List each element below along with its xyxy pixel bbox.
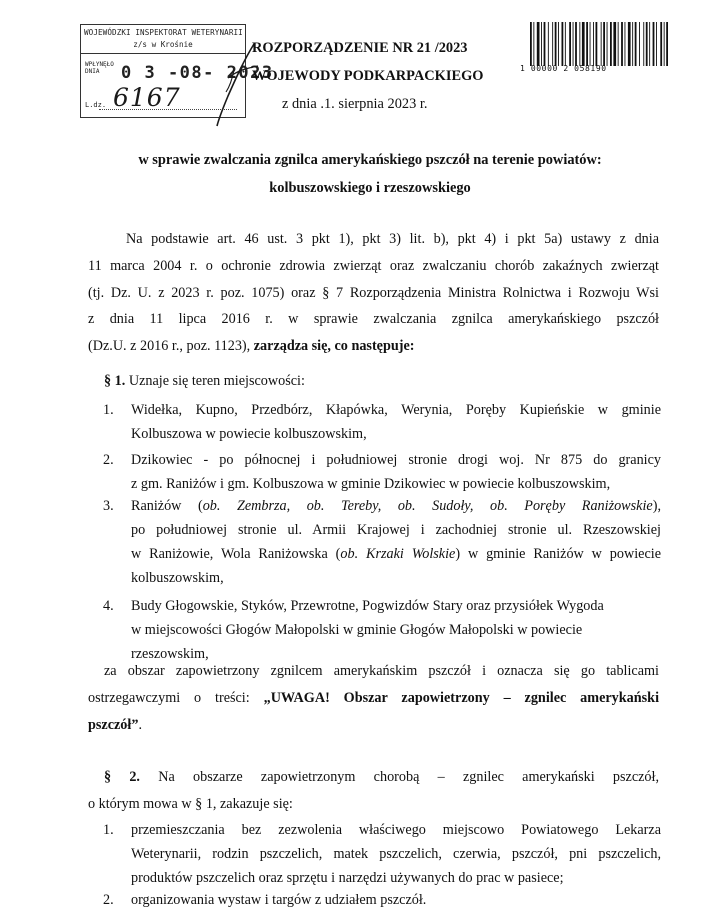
section-1-closing	[88, 658, 659, 738]
section-2-line: o którym mowa w § 1, zakazuje się:	[88, 795, 293, 812]
section-2-number: § 2.	[104, 769, 140, 785]
list-item-line: Budy Głogowskie, Styków, Przewrotne, Pogwizdów Stary oraz przysiółek Wygoda	[131, 598, 604, 614]
list-item-line: w miejscowości Głogów Małopolski w gminie Głogów Małopolski w powiecie	[131, 622, 583, 638]
list-item-line: organizowania wystaw i targów z udziałem pszczół.	[131, 892, 427, 908]
document-title: ROZPORZĄDZENIE NR 21 /2023	[252, 40, 468, 56]
stamp-location: z/s w Krośnie	[133, 40, 193, 49]
stamp-registration-number: 6167	[113, 83, 181, 112]
intro-decree-phrase: zarządza się, co następuje:	[253, 338, 415, 355]
section-2	[88, 764, 659, 818]
section-2-line: § 2. Na obszarze zapowietrzonym chorobą – zgnilec amerykański pszczół,	[104, 769, 659, 785]
intro-line: 11 marca 2004 r. o ochronie zdrowia zwierząt oraz zwalczaniu chorób zakaźnych zwierząt	[88, 257, 659, 274]
list-item-number: 2.	[103, 892, 114, 908]
barcode-icon	[528, 22, 670, 66]
legal-basis-paragraph	[88, 226, 659, 360]
document-date: z dnia .1. sierpnia 2023 r.	[282, 96, 428, 112]
section-1-list	[103, 398, 663, 662]
list-item-line: rzeszowskim,	[131, 646, 209, 662]
closing-line: pszczół”.	[88, 716, 142, 733]
subject-line-1: w sprawie zwalczania zgnilca amerykańskiego pszczół na terenie powiatów:	[138, 152, 602, 168]
barcode-number: 1 00000 2 058190	[520, 64, 607, 73]
list-item-number: 3.	[103, 498, 114, 514]
list-item-number: 2.	[103, 452, 114, 468]
intro-line: z dnia 11 lipca 2016 r. w sprawie zwalczania zgnilca amerykańskiego pszczół	[88, 311, 659, 328]
list-item-line: Kolbuszowa w powiecie kolbuszowskim,	[131, 426, 367, 442]
list-item-line: Raniżów (ob. Zembrza, ob. Tereby, ob. Sudoły, ob. Poręby Raniżowskie),	[131, 498, 661, 514]
stamp-institution: WOJEWÓDZKI INSPEKTORAT WETERYNARII	[84, 28, 243, 37]
list-item-line: przemieszczania bez zezwolenia właściwego miejscowo Powiatowego Lekarza	[131, 822, 661, 838]
intro-line: Na podstawie art. 46 ust. 3 pkt 1), pkt 3) lit. b), pkt 4) i pkt 5a) ustawy z dnia	[126, 231, 659, 247]
section-1-number: § 1.	[104, 373, 126, 389]
list-item-line: Widełka, Kupno, Przedbórz, Kłapówka, Werynia, Poręby Kupieńskie w gminie	[131, 402, 661, 418]
closing-line: za obszar zapowietrzony zgnilcem amerykańskim pszczół i oznacza się go tablicami	[104, 663, 659, 679]
list-item-number: 1.	[103, 822, 114, 838]
list-item-number: 4.	[103, 598, 114, 614]
document-subject	[90, 146, 650, 202]
section-1-intro: Uznaje się teren miejscowości:	[128, 373, 305, 389]
section-2-list	[103, 818, 663, 910]
list-item-line: w Raniżowie, Wola Raniżowska (ob. Krzaki Wolskie) w gminie Raniżów w powiecie	[131, 546, 661, 562]
stamp-date: 0 3 -08- 2023	[121, 63, 274, 83]
list-item-line: Weterynarii, rodzin pszczelich, matek pszczelich, czerwia, pszczół, pni pszczelich,	[131, 846, 661, 862]
list-item-line: Dzikowiec - po północnej i południowej stronie drogi woj. Nr 875 do granicy	[131, 452, 661, 468]
list-item-line: kolbuszowskim,	[131, 570, 224, 586]
list-item-line: produktów pszczelich oraz sprzętu i narzędzi używanych do prac w pasiece;	[131, 870, 564, 886]
section-1-heading	[104, 373, 305, 390]
list-item-line: z gm. Raniżów i gm. Kolbuszowa w gminie Dzikowiec w powiecie kolbuszowskim,	[131, 476, 611, 492]
list-item-number: 1.	[103, 402, 114, 418]
closing-line: ostrzegawczymi o treści: „UWAGA! Obszar zapowietrzony – zgnilec amerykański	[88, 689, 659, 706]
subject-line-2: kolbuszowskiego i rzeszowskiego	[269, 180, 471, 196]
document-issuer: WOJEWODY PODKARPACKIEGO	[252, 68, 484, 84]
intro-line: (tj. Dz. U. z 2023 r. poz. 1075) oraz § 7 Rozporządzenia Ministra Rolnictwa i Rozwoju Wsi	[88, 284, 659, 301]
list-item-line: po południowej stronie ul. Armii Krajowej i zachodniej stronie ul. Rzeszowskiej	[131, 522, 661, 538]
intro-citation: (Dz.U. z 2016 r., poz. 1123),	[88, 338, 251, 355]
stamp-lp-label: L.dz.	[85, 101, 107, 109]
stamp-received-label: WPŁYNĘŁO DNIA	[85, 61, 114, 75]
intro-last-line	[88, 333, 659, 360]
